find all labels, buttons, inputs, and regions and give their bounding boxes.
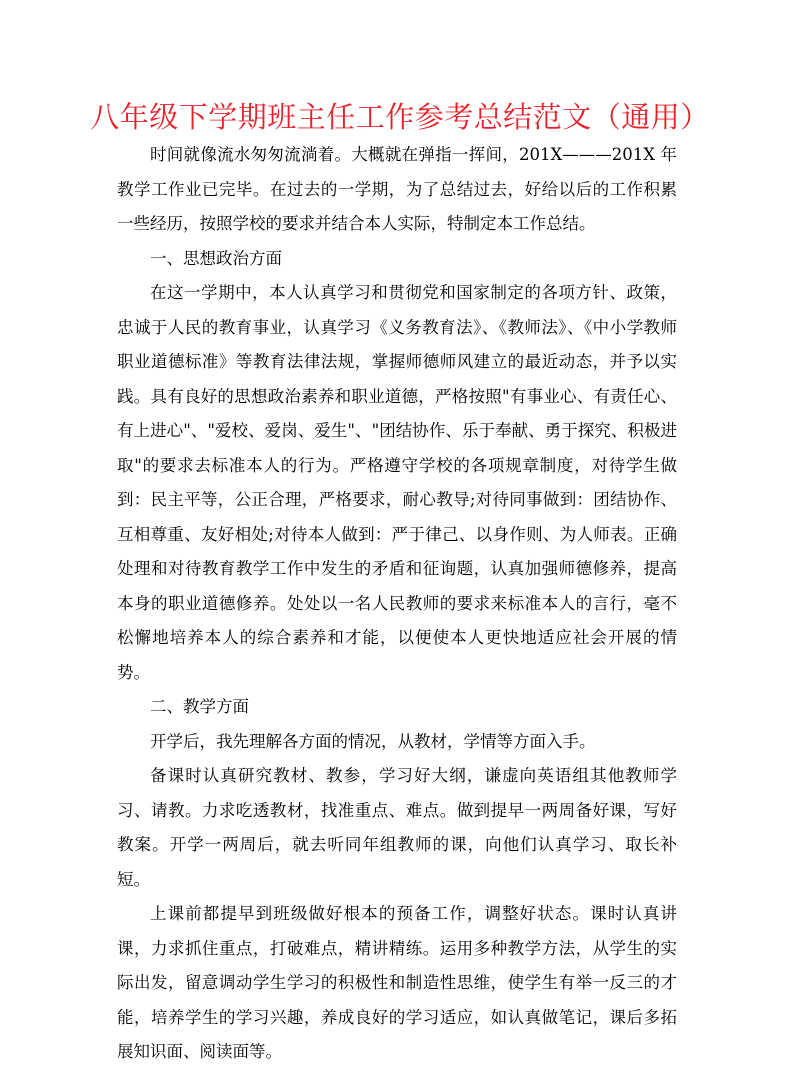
section-heading-politics: 一、思想政治方面: [150, 248, 282, 268]
document-body: [117, 138, 677, 1070]
section-heading-teaching: 二、教学方面: [150, 697, 249, 716]
paragraph-intro: 时间就像流水匆匆流淌着。大概就在弹指一挥间，201X———201X 年教学工作业已完毕。在过去的一学期，为了总结过去，好给以后的工作积累一些经历，按照学校的要求并结合本人实际，特制定本工作总结。: [117, 145, 677, 233]
paragraph-lesson-prep: 备课时认真研究教材、教参，学习好大纲，谦虚向英语组其他教师学习、请教。力求吃透教材，找准重点、难点。做到提早一两周备好课，写好教案。开学一两周后，就去听同年组教师的课，向他们认真学习、取长补短。: [117, 766, 677, 889]
paragraph-teaching-start: 开学后，我先理解各方面的情况，从教材，学情等方面入手。: [150, 731, 596, 751]
paragraph-politics: 在这一学期中，本人认真学习和贯彻党和国家制定的各项方针、政策，忠诚于人民的教育事业，认真学习《义务教育法》、《教师法》、《中小学教师职业道德标准》等教育法律法规，掌握师德师风建立的最近动态，并予以实践。具有良好的思想政治素养和职业道德，严格按照"有事业心、有责任心、有上进心"、"爱校、爱岗、爱生"、"团结协作、乐于奉献、勇于探究、积极进取"的要求去标准本人的行为。严格遵守学校的各项规章制度，对待学生做到：民主平等，公正合理，严格要求，耐心教导;对待同事做到：团结协作、互相尊重、友好相处;对待本人做到：严于律己、以身作则、为人师表。正确处理和对待教育教学工作中发生的矛盾和征询题，认真加强师德修养，提高本身的职业道德修养。处处以一名人民教师的要求来标准本人的言行，毫不松懈地培养本人的综合素养和才能，以便使本人更快地适应社会开展的情势。: [117, 283, 677, 682]
paragraph-in-class: 上课前都提早到班级做好根本的预备工作，调整好状态。课时认真讲课，力求抓住重点，打破难点，精讲精练。运用多种教学方法，从学生的实际出发，留意调动学生学习的积极性和制造性思维，使学生有举一反三的才能，培养学生的学习兴趣，养成良好的学习适应，如认真做笔记，课后多拓展知识面、阅读面等。: [117, 904, 677, 1061]
document-title: 八年级下学期班主任工作参考总结范文（通用）: [90, 100, 710, 134]
